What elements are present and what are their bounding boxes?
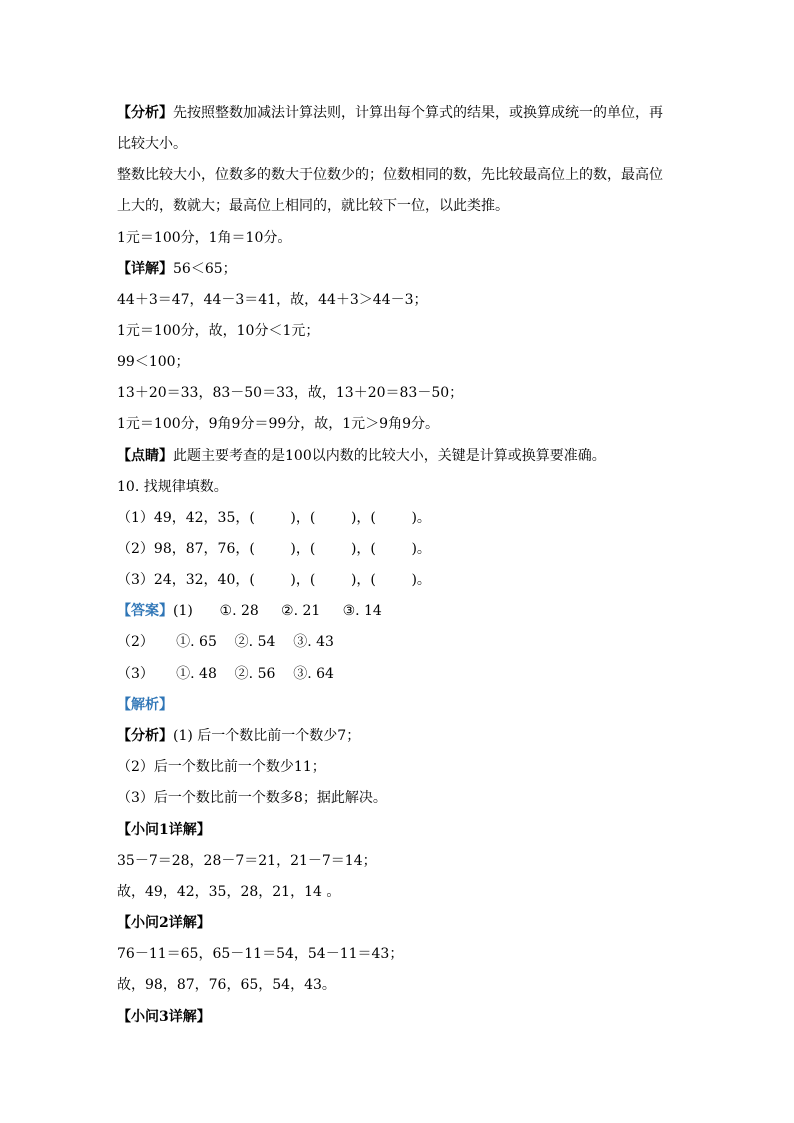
comment-line: 【点睛】此题主要考查的是100以内数的比较大小，关键是计算或换算要准确。 (117, 448, 606, 464)
sub-question-2-result: 故，98，87，76，65，54，43。 (117, 977, 336, 993)
explanation-tag: 【解析】 (117, 697, 173, 713)
detail-tag: 【详解】 (117, 261, 173, 277)
sub-question-1-heading: 【小问1详解】 (117, 822, 211, 838)
answer-line-2: （2） ①. 65 ②. 54 ③. 43 (117, 634, 334, 650)
answer-tag: 【答案】 (117, 603, 173, 619)
sub-question-2-heading: 【小问2详解】 (117, 915, 211, 931)
detail-line-3: 1元＝100分，故，10分＜1元； (117, 323, 320, 339)
analysis-2-line-2: （2）后一个数比前一个数少11； (117, 759, 326, 775)
detail-line-6: 1元＝100分，9角9分＝99分，故，1元＞9角9分。 (117, 416, 439, 432)
comment-tag: 【点睛】 (117, 448, 173, 464)
analysis-line-1: 【分析】先按照整数加减法计算法则，计算出每个算式的结果，或换算成统一的单位，再 (117, 105, 663, 121)
sub-question-1-calc: 35－7＝28，28－7＝21，21－7＝14； (117, 853, 377, 869)
analysis-line-3: 整数比较大小，位数多的数大于位数少的；位数相同的数，先比较最高位上的数，最高位 (117, 167, 663, 183)
analysis-2-line-3: （3）后一个数比前一个数多8；据此解决。 (117, 790, 387, 806)
analysis-2-tag: 【分析】 (117, 728, 173, 744)
unit-conversion-line: 1元＝100分，1角＝10分。 (117, 230, 292, 246)
detail-line-4: 99＜100； (117, 354, 190, 370)
question-10-item-3: （3）24，32，40，( )，( )，( )。 (117, 572, 431, 588)
question-10-title: 10. 找规律填数。 (117, 479, 228, 495)
detail-line-1: 【详解】56＜65； (117, 261, 237, 277)
answer-line-3: （3） ①. 48 ②. 56 ③. 64 (117, 666, 334, 682)
explanation-heading (117, 695, 677, 715)
sub-question-3-heading: 【小问3详解】 (117, 1009, 211, 1025)
analysis-2-line-1: 【分析】(1) 后一个数比前一个数少7； (117, 728, 361, 744)
question-10-item-2: （2）98，87，76，( )，( )，( )。 (117, 541, 431, 557)
analysis-tag: 【分析】 (117, 105, 173, 121)
analysis-line-2: 比较大小。 (117, 136, 187, 152)
analysis-line-4: 上大的，数就大；最高位上相同的，就比较下一位，以此类推。 (117, 198, 509, 214)
detail-line-2: 44＋3＝47，44－3＝41，故，44＋3＞44－3； (117, 292, 428, 308)
sub-question-2-calc: 76－11＝65，65－11＝54，54－11＝43； (117, 946, 404, 962)
answer-line-1: 【答案】(1) ①. 28 ②. 21 ③. 14 (117, 603, 382, 619)
sub-question-1-result: 故，49，42，35，28，21，14 。 (117, 884, 341, 900)
question-10-item-1: （1）49，42，35，( )，( )，( )。 (117, 510, 431, 526)
detail-line-5: 13＋20＝33，83－50＝33，故，13＋20＝83－50； (117, 385, 464, 401)
